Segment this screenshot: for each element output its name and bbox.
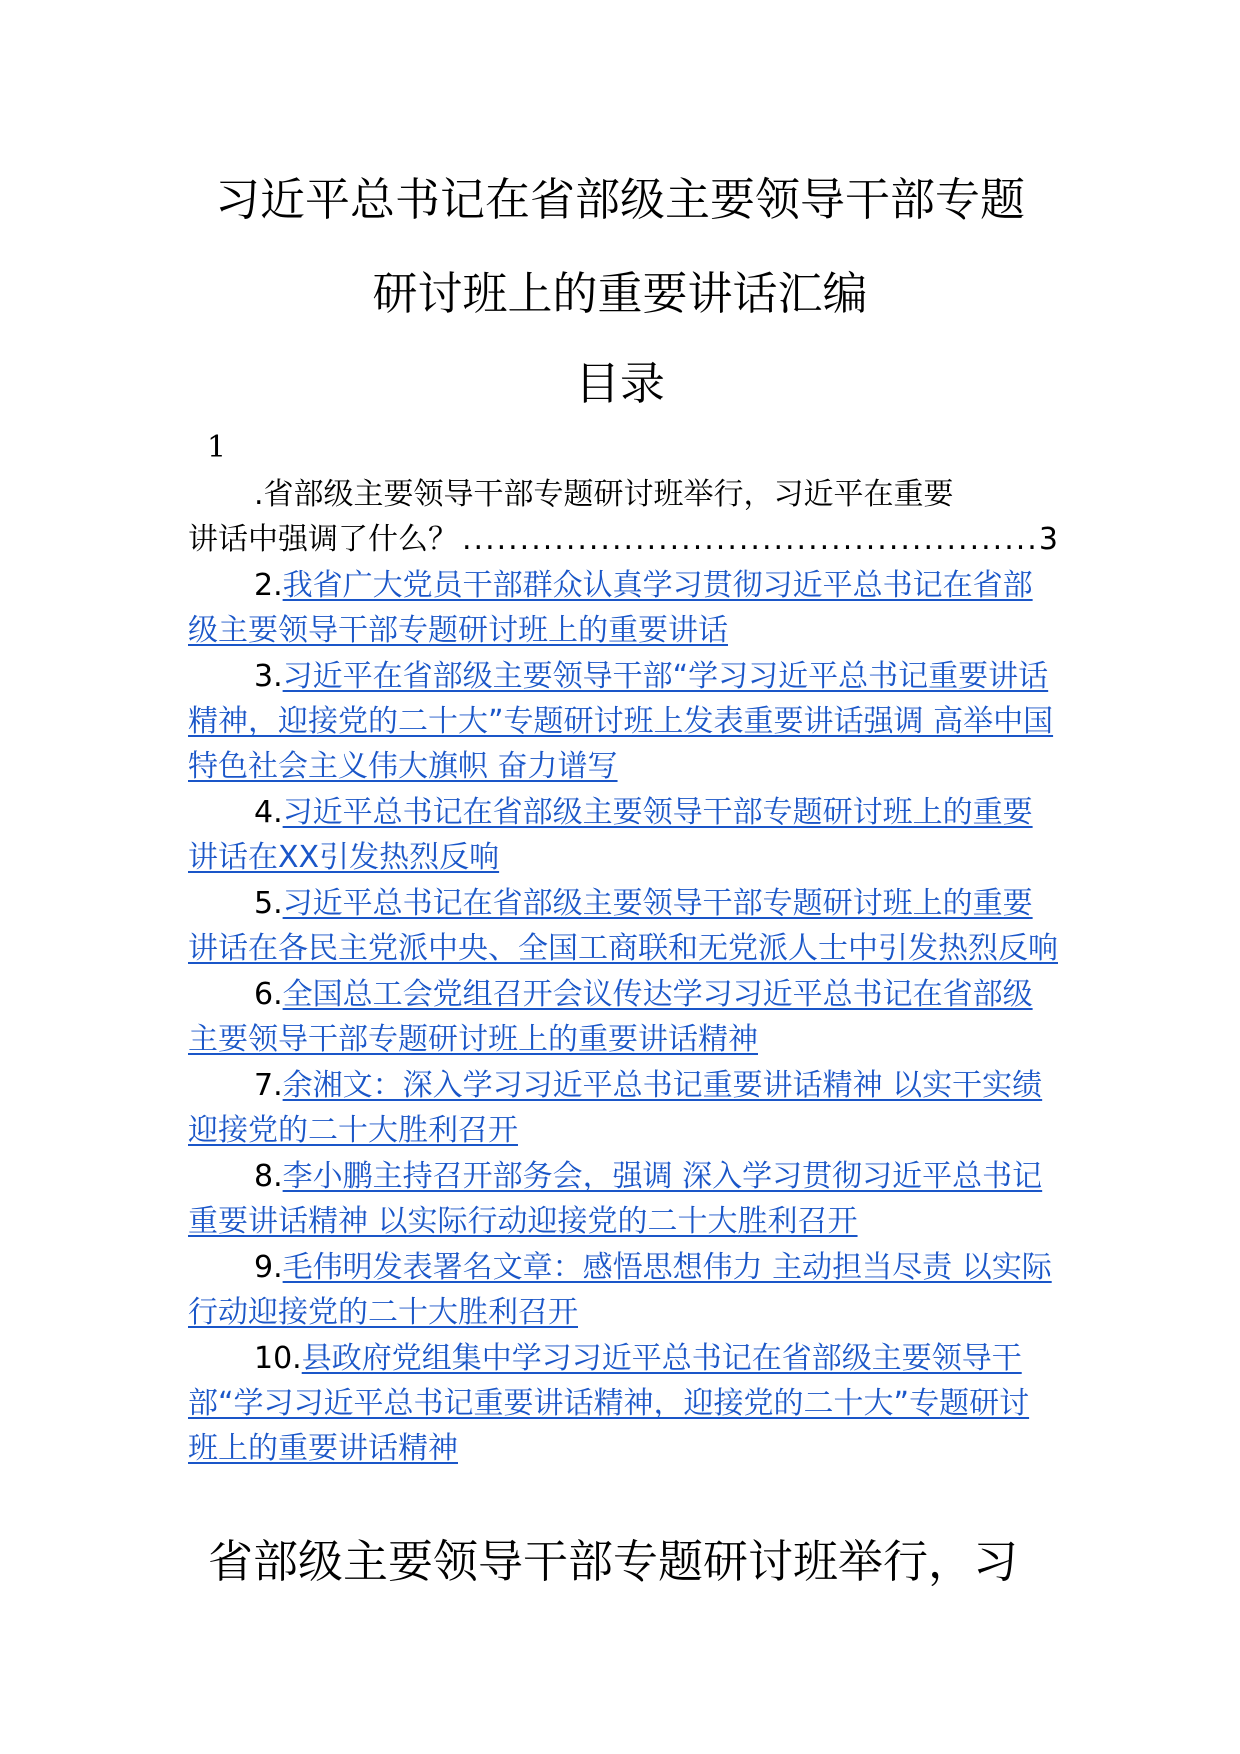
toc-item-link[interactable]: 习近平在省部级主要领导干部“学习习近平总书记重要讲话精神，迎接党的二十大”专题研讨班上发表重要讲话强调 高举中国特色社会主义伟大旗帜 奋力谱写	[188, 659, 1054, 784]
document-title-line-2: 研讨班上的重要讲话汇编	[372, 267, 868, 320]
toc-item-link[interactable]: 李小鹏主持召开部务会，强调 深入学习贯彻习近平总书记重要讲话精神 以实际行动迎接党的二十大胜利召开	[188, 1159, 1043, 1239]
toc-heading: 目录	[574, 357, 665, 410]
toc-item-number: 10.	[254, 1341, 302, 1376]
toc-item-1-page: 3	[1038, 522, 1058, 557]
toc-item-number: 9.	[254, 1250, 283, 1285]
toc-item-number: 6.	[254, 977, 283, 1012]
toc-item-number: 5.	[254, 886, 283, 921]
toc-item-1[interactable]	[188, 472, 1058, 562]
toc-item-3[interactable]	[188, 654, 1058, 789]
toc-item-1-line-1: .省部级主要领导干部专题研讨班举行，习近平在重要	[254, 477, 954, 512]
toc-item-9[interactable]	[188, 1245, 1058, 1335]
toc-item-link[interactable]: 毛伟明发表署名文章：感悟思想伟力 主动担当尽责 以实际行动迎接党的二十大胜利召开	[188, 1250, 1052, 1330]
toc-item-number: 4.	[254, 795, 283, 830]
toc-item-1-leader-line	[188, 517, 1058, 562]
toc-item-8[interactable]	[188, 1154, 1058, 1244]
toc-item-link[interactable]: 全国总工会党组召开会议传达学习习近平总书记在省部级主要领导干部专题研讨班上的重要讲话精神	[188, 977, 1033, 1057]
toc-item-link[interactable]: 习近平总书记在省部级主要领导干部专题研讨班上的重要讲话在XX引发热烈反响	[188, 795, 1033, 875]
toc-item-10[interactable]	[188, 1336, 1058, 1471]
toc-item-link[interactable]: 县政府党组集中学习习近平总书记在省部级主要领导干部“学习习近平总书记重要讲话精神，迎接党的二十大”专题研讨班上的重要讲话精神	[188, 1341, 1030, 1466]
page-marker: 1	[207, 430, 227, 465]
toc-item-number: 7.	[254, 1068, 283, 1103]
toc-item-2[interactable]	[188, 563, 1058, 653]
toc-item-1-line-2: 讲话中强调了什么？	[188, 522, 458, 557]
toc-item-link[interactable]: 我省广大党员干部群众认真学习贯彻习近平总书记在省部级主要领导干部专题研讨班上的重要讲话	[188, 568, 1033, 648]
toc-item-4[interactable]	[188, 790, 1058, 880]
toc-item-5[interactable]	[188, 881, 1058, 971]
section-heading: 省部级主要领导干部专题研讨班举行，习	[208, 1535, 1019, 1588]
toc-item-6[interactable]	[188, 972, 1058, 1062]
toc-item-number: 3.	[254, 659, 283, 694]
toc-leader-dots	[462, 517, 1035, 562]
toc-item-7[interactable]	[188, 1063, 1058, 1153]
toc-item-number: 2.	[254, 568, 283, 603]
toc-item-link[interactable]: 余湘文：深入学习习近平总书记重要讲话精神 以实干实绩迎接党的二十大胜利召开	[188, 1068, 1043, 1148]
toc-item-link[interactable]: 习近平总书记在省部级主要领导干部专题研讨班上的重要讲话在各民主党派中央、全国工商联和无党派人士中引发热烈反响	[188, 886, 1058, 966]
document-title-line-1: 习近平总书记在省部级主要领导干部专题	[214, 173, 1025, 226]
toc-item-number: 8.	[254, 1159, 283, 1194]
table-of-contents	[188, 472, 1058, 1471]
